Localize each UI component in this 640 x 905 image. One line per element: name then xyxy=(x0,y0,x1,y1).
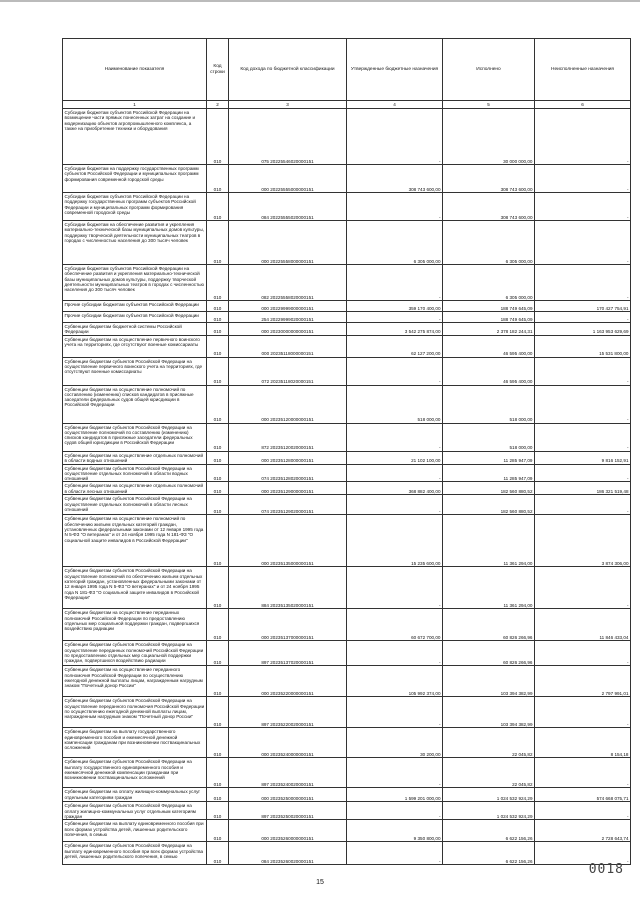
row-executed: 103 394 382,99 xyxy=(443,697,535,728)
row-unexecuted: 170 427 754,91 xyxy=(535,301,631,312)
page-number: 15 xyxy=(316,879,324,886)
row-executed: 11 285 947,09 xyxy=(443,451,535,464)
row-income-code: 000 20235118000000151 xyxy=(229,335,347,357)
row-name: Субвенции бюджетам на осуществление полномочий по составлению (изменению) списков кандидатов в присяжные заседатели федеральных судов общей юрисдикции в Российской Федерации xyxy=(63,385,207,423)
row-income-code: 075 20225546020000151 xyxy=(229,109,347,165)
row-income-code: 084 20235260020000151 xyxy=(229,842,347,865)
row-income-code: 000 20235260000000151 xyxy=(229,820,347,842)
table-row xyxy=(63,423,631,451)
row-line-code: 010 xyxy=(207,165,229,193)
row-unexecuted: 2 728 643,74 xyxy=(535,820,631,842)
row-planned: 6 305 000,00 xyxy=(347,221,443,265)
row-planned: 3 542 275 874,00 xyxy=(347,323,443,336)
budget-execution-table xyxy=(62,38,631,865)
row-planned: 105 992 374,00 xyxy=(347,666,443,697)
row-line-code: 010 xyxy=(207,451,229,464)
row-unexecuted: - xyxy=(535,165,631,193)
table-row xyxy=(63,312,631,323)
row-line-code: 010 xyxy=(207,758,229,788)
row-unexecuted: 11 846 433,04 xyxy=(535,609,631,641)
row-name: Субвенции бюджетам субъектов Российской Федерации на осуществление полномочий по составлению (изменению) списков кандидатов в присяжные заседатели федеральных судов общей юрисдикции в Российской Федерации xyxy=(63,423,207,451)
row-planned: - xyxy=(347,109,443,165)
column-number: 1 xyxy=(63,101,207,109)
table-row xyxy=(63,323,631,336)
scan-edge xyxy=(0,0,640,2)
row-planned: - xyxy=(347,464,443,482)
row-executed: 518 000,00 xyxy=(443,385,535,423)
row-planned: 1 599 201 000,00 xyxy=(347,788,443,802)
table-row xyxy=(63,788,631,802)
row-income-code: 000 20229999000000151 xyxy=(229,301,347,312)
row-unexecuted: - xyxy=(535,221,631,265)
row-executed: 188 749 645,09 xyxy=(443,301,535,312)
column-number: 3 xyxy=(229,101,347,109)
table-row xyxy=(63,758,631,788)
row-unexecuted: - xyxy=(535,697,631,728)
row-income-code: 074 20235129020000151 xyxy=(229,495,347,515)
table-row xyxy=(63,567,631,609)
row-executed: 308 743 600,00 xyxy=(443,165,535,193)
table-row xyxy=(63,165,631,193)
row-executed: 188 749 645,09 xyxy=(443,312,535,323)
row-name: Субсидии бюджетам субъектов Российской Федерации на поддержку государственных программ субъектов Российской Федерации и муниципальных программ формирования современной городской среды xyxy=(63,193,207,221)
row-line-code: 010 xyxy=(207,265,229,301)
row-executed: 2 378 182 244,31 xyxy=(443,323,535,336)
row-name: Субвенции бюджетам на осуществление отдельных полномочий в области водных отношений xyxy=(63,451,207,464)
header-unexecuted: Неисполненные назначения xyxy=(535,39,631,101)
row-planned: - xyxy=(347,641,443,666)
row-income-code: 072 20235118020000151 xyxy=(229,357,347,385)
row-executed: 22 045,82 xyxy=(443,758,535,788)
row-unexecuted: - xyxy=(535,758,631,788)
table-row xyxy=(63,609,631,641)
row-executed: 60 826 266,96 xyxy=(443,609,535,641)
row-name: Субсидии бюджетам на поддержку государственных программ субъектов Российской Федерации и муниципальных программ формирования современной городской среды xyxy=(63,165,207,193)
row-line-code: 010 xyxy=(207,842,229,865)
row-executed: 11 361 294,00 xyxy=(443,515,535,567)
row-line-code: 010 xyxy=(207,666,229,697)
row-name: Субвенции бюджетам на выплату государственного единовременного пособия и ежемесячной денежной компенсации гражданам при возникновении поствакцинальных осложнений xyxy=(63,728,207,758)
row-executed: 1 024 532 924,29 xyxy=(443,788,535,802)
table-row xyxy=(63,109,631,165)
row-executed: 308 743 600,00 xyxy=(443,193,535,221)
row-planned: 518 000,00 xyxy=(347,385,443,423)
row-executed: 60 826 266,96 xyxy=(443,641,535,666)
row-planned: 15 235 600,00 xyxy=(347,515,443,567)
table-row xyxy=(63,357,631,385)
row-planned: - xyxy=(347,802,443,820)
row-executed: 182 560 880,52 xyxy=(443,482,535,495)
row-name: Субвенции бюджетам на осуществление полномочий по обеспечению жильем отдельных категорий граждан, установленных федеральными законами от 12 января 1995 года N 5-ФЗ "О ветеранах" и от 24 ноября 1995 года N 181-ФЗ "О социальной защите инвалидов в Российской Федерации" xyxy=(63,515,207,567)
row-unexecuted: - xyxy=(535,357,631,385)
row-name: Субвенции бюджетам субъектов Российской Федерации на осуществление переданного полномочия Российской Федерации по осуществлению ежегодной денежной выплаты лицам, награжденным нагрудным знаком "Почетный донор России" xyxy=(63,697,207,728)
row-unexecuted: - xyxy=(535,495,631,515)
row-executed: 6 305 000,00 xyxy=(443,221,535,265)
row-name: Субвенции бюджетам на осуществление отдельных полномочий в области лесных отношений xyxy=(63,482,207,495)
table-row xyxy=(63,666,631,697)
row-name: Субвенции бюджетам субъектов Российской Федерации на осуществление полномочий по обеспечению жильем отдельных категорий граждан, установленных федеральными законами от 12 января 1995 года N 5-ФЗ "О ветеранах" и от 24 ноября 1995 года N 181-ФЗ "О социальной защите инвалидов в Российской Федерации" xyxy=(63,567,207,609)
row-planned: 60 672 700,00 xyxy=(347,609,443,641)
row-line-code: 010 xyxy=(207,464,229,482)
row-name: Субвенции бюджетам субъектов Российской Федерации на осуществление первичного воинского учета на территориях, где отсутствуют военные комиссариаты xyxy=(63,357,207,385)
row-line-code: 010 xyxy=(207,312,229,323)
row-planned: 368 882 400,00 xyxy=(347,482,443,495)
row-unexecuted: 2 797 991,01 xyxy=(535,666,631,697)
row-income-code: 000 20235135000000151 xyxy=(229,515,347,567)
row-name: Субвенции бюджетам бюджетной системы Российской Федерации xyxy=(63,323,207,336)
row-line-code: 010 xyxy=(207,335,229,357)
row-executed: 1 024 532 924,29 xyxy=(443,802,535,820)
row-income-code: 084 20225555020000151 xyxy=(229,193,347,221)
table-row xyxy=(63,820,631,842)
row-executed: 6 622 156,26 xyxy=(443,820,535,842)
table-row xyxy=(63,495,631,515)
column-number: 2 xyxy=(207,101,229,109)
row-line-code: 010 xyxy=(207,567,229,609)
table-row xyxy=(63,221,631,265)
row-line-code: 010 xyxy=(207,788,229,802)
column-number: 5 xyxy=(443,101,535,109)
row-planned: 21 102 100,00 xyxy=(347,451,443,464)
table-row xyxy=(63,335,631,357)
row-income-code: 000 20235128000000151 xyxy=(229,451,347,464)
row-executed: 103 394 382,99 xyxy=(443,666,535,697)
row-executed: 46 595 400,00 xyxy=(443,357,535,385)
row-unexecuted: - xyxy=(535,802,631,820)
row-line-code: 010 xyxy=(207,515,229,567)
row-income-code: 000 20235250000000151 xyxy=(229,788,347,802)
row-line-code: 010 xyxy=(207,221,229,265)
row-executed: 6 305 000,00 xyxy=(443,265,535,301)
row-executed: 518 000,00 xyxy=(443,423,535,451)
row-income-code: 897 20235220020000151 xyxy=(229,697,347,728)
row-income-code: 000 20225555000000151 xyxy=(229,165,347,193)
row-planned: - xyxy=(347,265,443,301)
column-number: 4 xyxy=(347,101,443,109)
row-unexecuted: 186 321 519,48 xyxy=(535,482,631,495)
table-row xyxy=(63,464,631,482)
row-unexecuted: - xyxy=(535,423,631,451)
row-line-code: 010 xyxy=(207,482,229,495)
row-name: Прочие субсидии бюджетам субъектов Российской Федерации xyxy=(63,312,207,323)
row-income-code: 897 20235240020000151 xyxy=(229,758,347,788)
row-name: Субвенции бюджетам субъектов Российской Федерации на осуществление отдельных полномочий в области водных отношений xyxy=(63,464,207,482)
row-planned: - xyxy=(347,193,443,221)
table-row xyxy=(63,193,631,221)
table-row xyxy=(63,728,631,758)
table-row xyxy=(63,451,631,464)
row-executed: 6 622 156,26 xyxy=(443,842,535,865)
row-unexecuted: - xyxy=(535,193,631,221)
row-unexecuted: 9 816 152,91 xyxy=(535,451,631,464)
row-line-code: 010 xyxy=(207,109,229,165)
row-planned: 308 743 600,00 xyxy=(347,165,443,193)
row-name: Субсидии бюджетам субъектов Российской Федерации на возмещение части прямых понесенных затрат на создание и модернизацию объектов агропромышленного комплекса, а также на приобретение техники и оборудования xyxy=(63,109,207,165)
row-name: Прочие субсидии бюджетам субъектов Российской Федерации xyxy=(63,301,207,312)
row-name: Субвенции бюджетам на осуществление переданных полномочий Российской Федерации по предоставлению отдельных мер социальной поддержки граждан, подвергшихся воздействию радиации xyxy=(63,609,207,641)
row-income-code: 074 20235128020000151 xyxy=(229,464,347,482)
row-name: Субвенции бюджетам на оплату жилищно-коммунальных услуг отдельным категориям граждан xyxy=(63,788,207,802)
row-income-code: 897 20235250020000151 xyxy=(229,802,347,820)
row-unexecuted: - xyxy=(535,464,631,482)
table-row xyxy=(63,265,631,301)
row-unexecuted: - xyxy=(535,567,631,609)
row-executed: 11 361 294,00 xyxy=(443,567,535,609)
row-unexecuted: - xyxy=(535,842,631,865)
table-row xyxy=(63,842,631,865)
row-line-code: 010 xyxy=(207,495,229,515)
row-name: Субвенции бюджетам субъектов Российской Федерации на осуществление отдельных полномочий в области лесных отношений xyxy=(63,495,207,515)
table-header-row xyxy=(63,39,631,101)
row-income-code: 000 20235220000000151 xyxy=(229,666,347,697)
row-unexecuted: 3 874 306,00 xyxy=(535,515,631,567)
row-name: Субвенции бюджетам субъектов Российской Федерации на осуществление переданных полномочий Российской Федерации по предоставлению отдельных мер социальной поддержки граждан, подвергшихся воздействию радиации xyxy=(63,641,207,666)
row-line-code: 010 xyxy=(207,728,229,758)
table-row xyxy=(63,482,631,495)
row-income-code: 000 20235129000000151 xyxy=(229,482,347,495)
header-planned: Утвержденные бюджетные назначения xyxy=(347,39,443,101)
row-unexecuted: 15 531 800,00 xyxy=(535,335,631,357)
row-planned: - xyxy=(347,842,443,865)
header-executed: Исполнено xyxy=(443,39,535,101)
row-income-code: 254 20229999020000151 xyxy=(229,312,347,323)
row-line-code: 010 xyxy=(207,641,229,666)
row-executed: 30 000 000,00 xyxy=(443,109,535,165)
row-income-code: 897 20235137020000151 xyxy=(229,641,347,666)
row-name: Субвенции бюджетам на выплату единовременного пособия при всех формах устройства детей, лишенных родительского попечения, в семью xyxy=(63,820,207,842)
row-executed: 22 045,82 xyxy=(443,728,535,758)
row-line-code: 010 xyxy=(207,385,229,423)
row-planned: - xyxy=(347,567,443,609)
row-line-code: 010 xyxy=(207,697,229,728)
row-unexecuted: - xyxy=(535,265,631,301)
row-unexecuted: 1 163 953 629,69 xyxy=(535,323,631,336)
row-executed: 46 595 400,00 xyxy=(443,335,535,357)
row-planned: 30 200,00 xyxy=(347,728,443,758)
header-income-code: Код дохода по бюджетной классификации xyxy=(229,39,347,101)
row-income-code: 884 20235135020000151 xyxy=(229,567,347,609)
header-name: Наименование показателя xyxy=(63,39,207,101)
row-unexecuted: - xyxy=(535,312,631,323)
table-row xyxy=(63,515,631,567)
row-income-code: 000 20235240000000151 xyxy=(229,728,347,758)
row-unexecuted: - xyxy=(535,109,631,165)
row-executed: 11 285 947,09 xyxy=(443,464,535,482)
table-row xyxy=(63,301,631,312)
row-line-code: 010 xyxy=(207,820,229,842)
row-line-code: 010 xyxy=(207,193,229,221)
row-planned: - xyxy=(347,357,443,385)
row-line-code: 010 xyxy=(207,301,229,312)
row-unexecuted: - xyxy=(535,385,631,423)
row-name: Субсидии бюджетам субъектов Российской Федерации на обеспечение развития и укрепления материально-технической базы муниципальных домов культуры, поддержку творческой деятельности муниципальных театров в городах с численностью населения до 300 тысяч человек xyxy=(63,265,207,301)
row-name: Субвенции бюджетам субъектов Российской Федерации на выплату единовременного пособия при всех формах устройства детей, лишенных родительского попечения, в семью xyxy=(63,842,207,865)
row-income-code: 000 20230000000000151 xyxy=(229,323,347,336)
handwritten-sheet-number: 0018 xyxy=(588,862,624,877)
row-line-code: 010 xyxy=(207,802,229,820)
row-income-code: 000 20235137000000151 xyxy=(229,609,347,641)
row-name: Субвенции бюджетам на осуществление переданного полномочия Российской Федерации по осуществлению ежегодной денежной выплаты лицам, награжденным нагрудным знаком "Почетный донор России" xyxy=(63,666,207,697)
column-number-row xyxy=(63,101,631,109)
row-unexecuted: 8 154,18 xyxy=(535,728,631,758)
row-executed: 182 560 880,52 xyxy=(443,495,535,515)
row-planned: - xyxy=(347,423,443,451)
table-row xyxy=(63,641,631,666)
row-planned: - xyxy=(347,495,443,515)
row-income-code: 872 20235120020000151 xyxy=(229,423,347,451)
row-planned: 62 127 200,00 xyxy=(347,335,443,357)
row-line-code: 010 xyxy=(207,323,229,336)
table-row xyxy=(63,697,631,728)
row-planned: - xyxy=(347,312,443,323)
row-name: Субвенции бюджетам на осуществление первичного воинского учета на территориях, где отсутствуют военные комиссариаты xyxy=(63,335,207,357)
header-line-code: Код строки xyxy=(207,39,229,101)
row-income-code: 000 20235120000000151 xyxy=(229,385,347,423)
column-number: 6 xyxy=(535,101,631,109)
table-row xyxy=(63,802,631,820)
row-planned: 359 170 400,00 xyxy=(347,301,443,312)
row-name: Субсидии бюджетам на обеспечение развития и укрепления материально-технической базы муниципальных домов культуры, поддержку творческой деятельности муниципальных театров в городах с численностью населения до 300 тысяч человек xyxy=(63,221,207,265)
row-unexecuted: 574 668 075,71 xyxy=(535,788,631,802)
row-unexecuted: - xyxy=(535,641,631,666)
row-line-code: 010 xyxy=(207,423,229,451)
row-name: Субвенции бюджетам субъектов Российской Федерации на оплату жилищно-коммунальных услуг отдельным категориям граждан xyxy=(63,802,207,820)
row-planned: 9 350 800,00 xyxy=(347,820,443,842)
row-name: Субвенции бюджетам субъектов Российской Федерации на выплату государственного единовременного пособия и ежемесячной денежной компенсации гражданам при возникновении поствакцинальных осложнений xyxy=(63,758,207,788)
row-line-code: 010 xyxy=(207,357,229,385)
row-line-code: 010 xyxy=(207,609,229,641)
row-income-code: 082 20225558020000151 xyxy=(229,265,347,301)
table-row xyxy=(63,385,631,423)
row-income-code: 000 20225558000000151 xyxy=(229,221,347,265)
row-planned: - xyxy=(347,697,443,728)
row-planned: - xyxy=(347,758,443,788)
